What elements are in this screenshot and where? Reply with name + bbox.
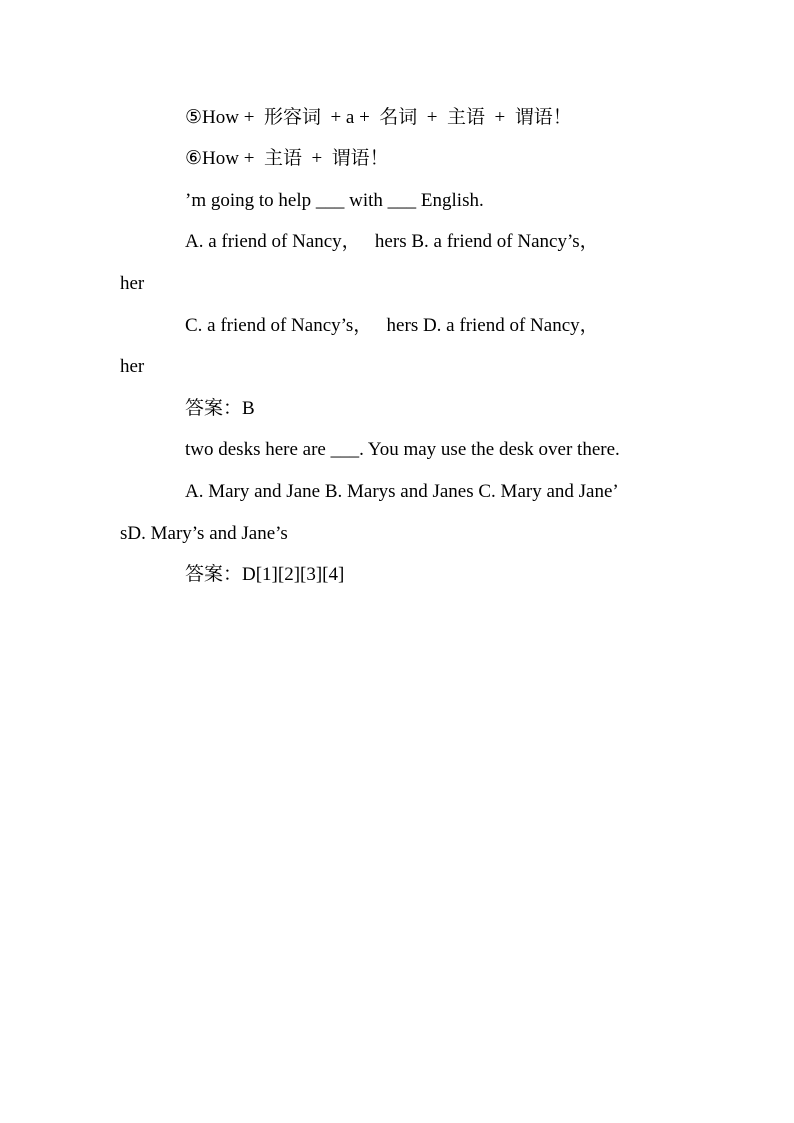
- pattern-six-line: ⑥How + 主语 + 谓语！: [185, 148, 389, 169]
- question-two-options: A. Mary and Jane B. Marys and Janes C. Mary and Jane’: [185, 481, 619, 502]
- question-one-options-cd: C. a friend of Nancy’s， hers D. a friend of Nancy，: [185, 315, 599, 336]
- question-one-answer: 答案：B: [185, 398, 255, 419]
- question-two-answer: 答案：D[1][2][3][4]: [185, 564, 345, 585]
- question-one-options-cd-wrap: her: [120, 356, 145, 377]
- question-two-options-wrap: sD. Mary’s and Jane’s: [120, 523, 288, 544]
- question-one-options-ab-wrap: her: [120, 273, 145, 294]
- pattern-five-line: ⑤How + 形容词 + a + 名词 + 主语 + 谓语！: [185, 107, 572, 128]
- question-two-stem: two desks here are ___. You may use the desk over there.: [185, 439, 620, 460]
- question-one-stem: ’m going to help ___ with ___ English.: [185, 190, 484, 211]
- question-one-options-ab: A. a friend of Nancy， hers B. a friend of Nancy’s，: [185, 231, 599, 252]
